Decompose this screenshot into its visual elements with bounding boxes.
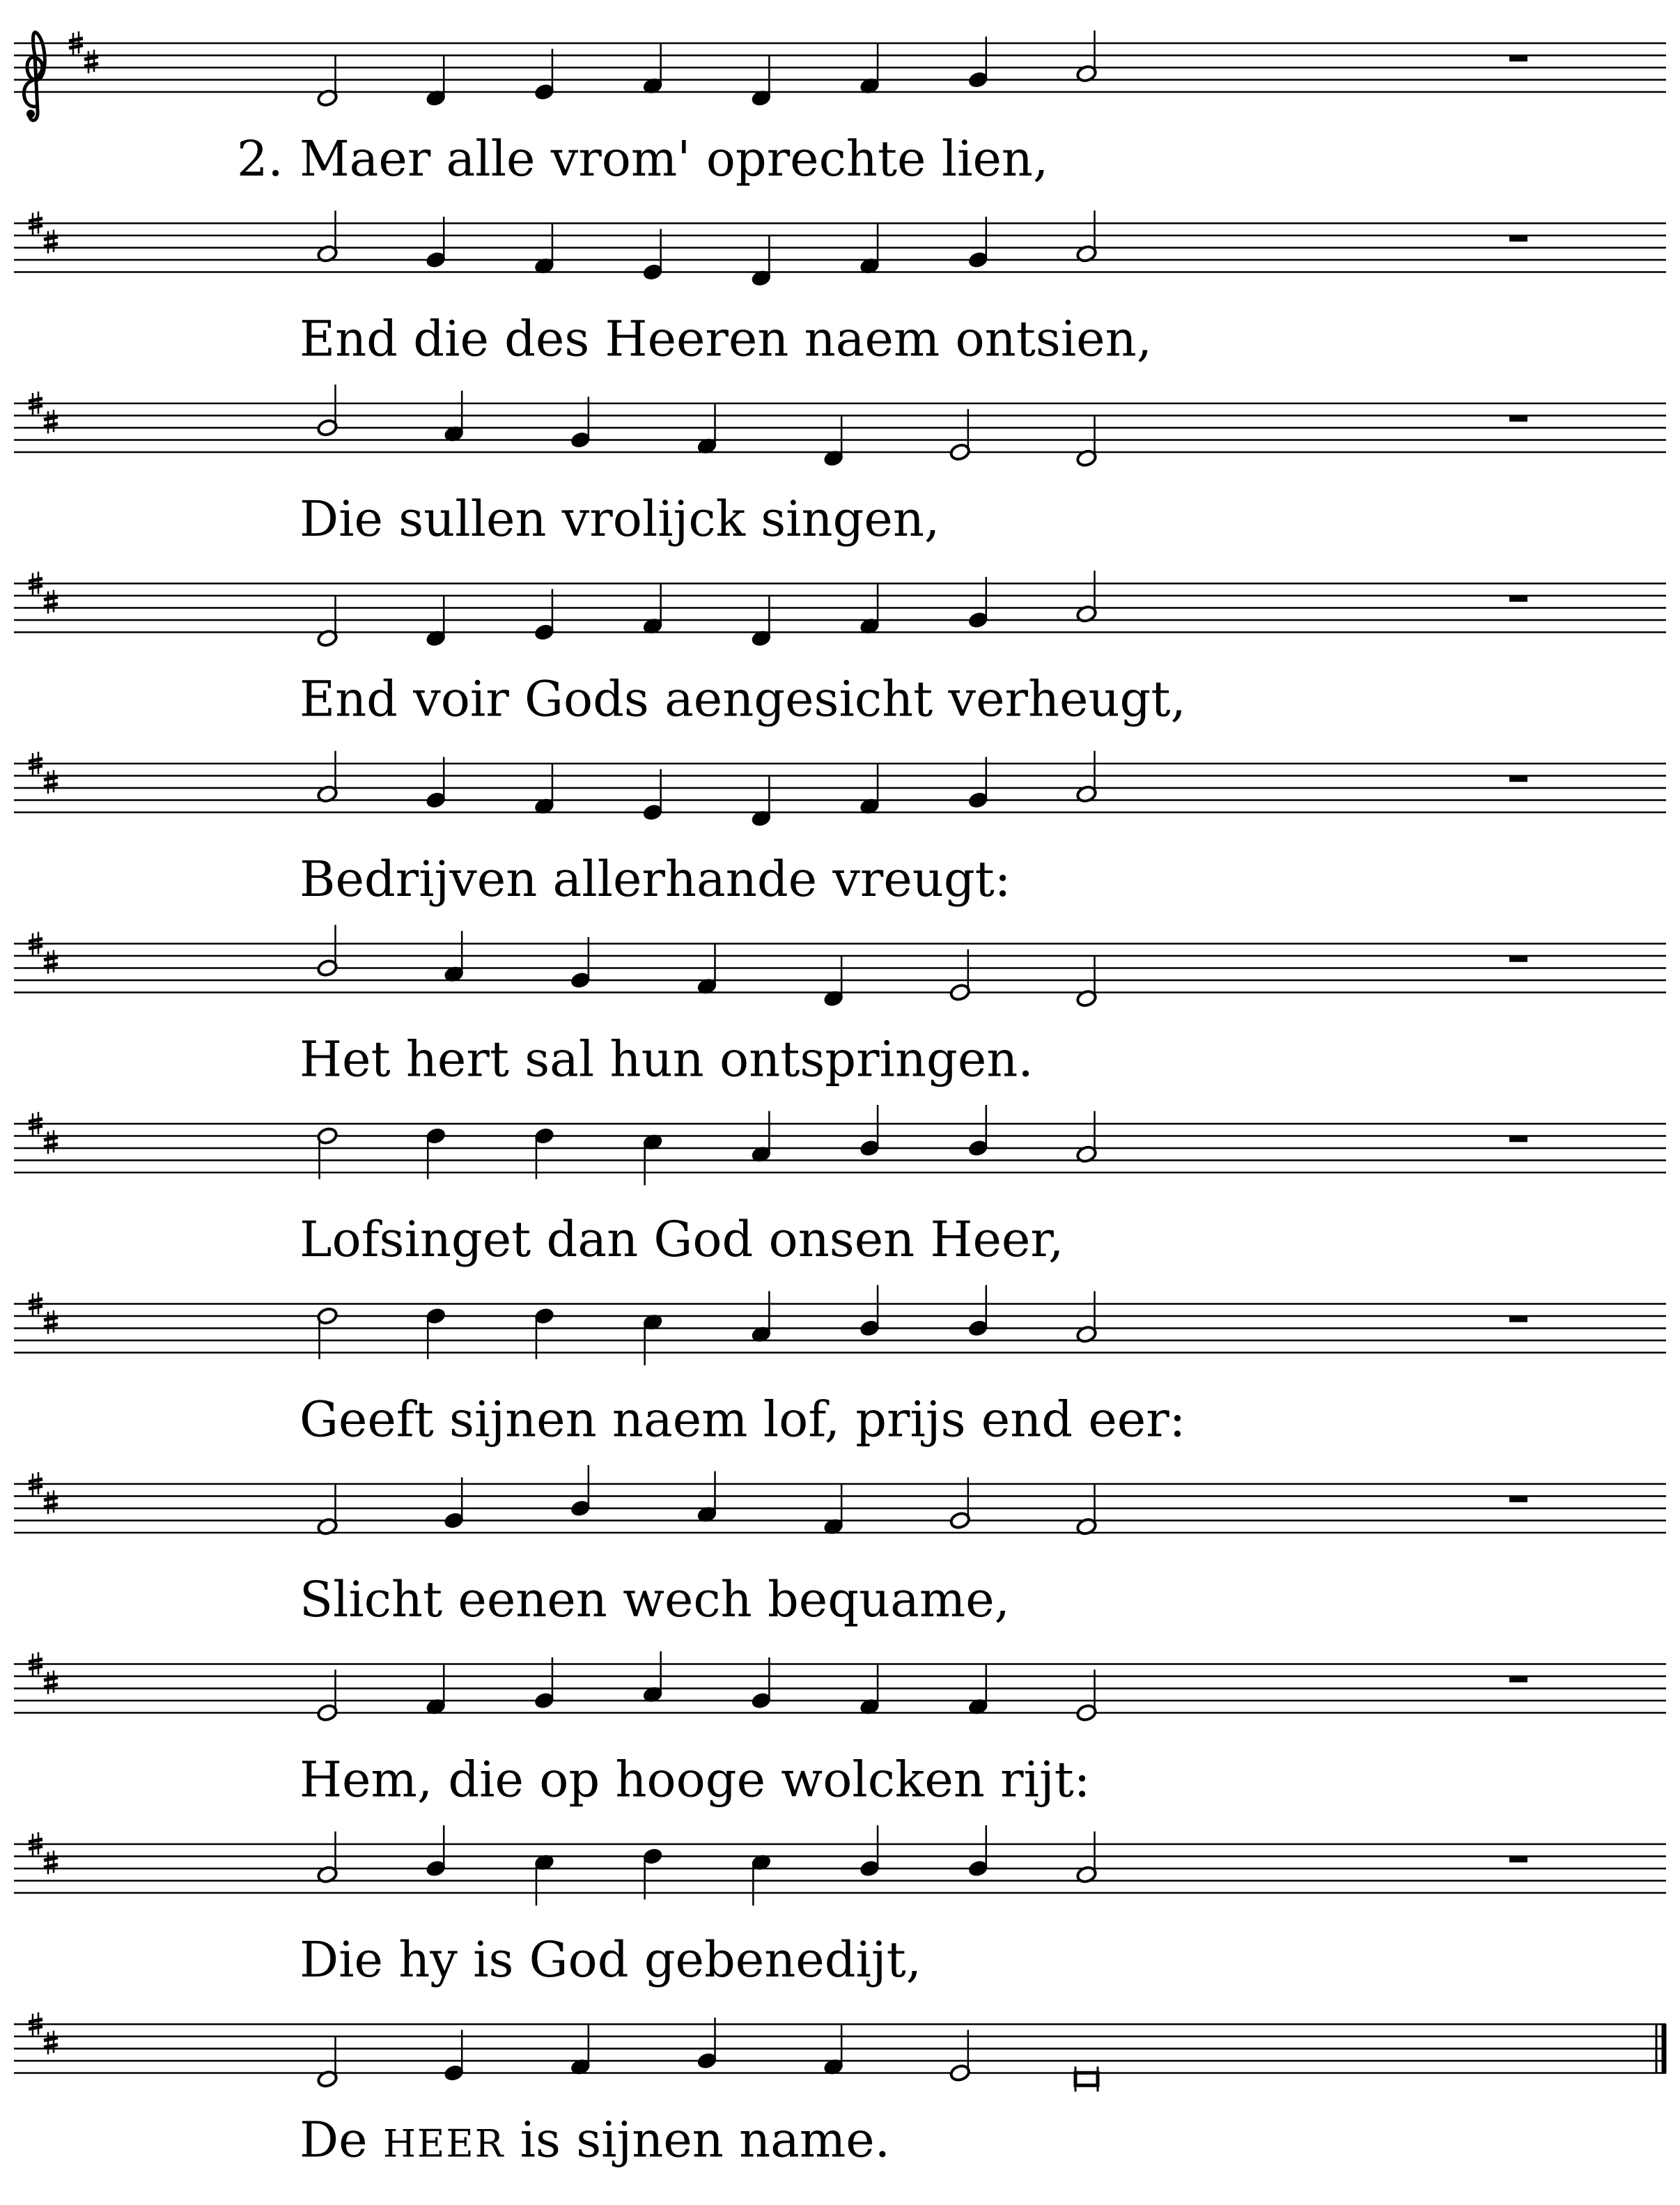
note [1076,1111,1098,1163]
lyric-line: Bedrijven allerhande vreugt: [300,851,1011,908]
note [443,931,465,983]
lyric-line: Die sullen vrolijck singen, [300,490,940,548]
note [425,1664,446,1716]
note [967,1285,989,1338]
sharp-icon [44,410,58,433]
note [697,2018,718,2070]
note [642,1313,664,1365]
system [14,210,1666,367]
half-rest-icon [1509,1316,1527,1322]
lyric-line: Die hy is God gebenedijt, [300,1931,922,1988]
note [967,1825,989,1878]
note [750,1657,772,1710]
note [1076,1483,1098,1535]
note [642,1847,664,1899]
note [534,1127,555,1179]
sharp-icon [44,1130,58,1154]
note [823,415,844,467]
note [317,2036,339,2088]
note [570,397,591,449]
system [14,571,1666,727]
note [534,1307,555,1359]
note [967,37,989,89]
note [967,577,989,629]
half-rest-icon [1509,776,1527,782]
staff [14,1124,1666,1173]
note [750,775,772,828]
note [443,2030,465,2082]
note [949,409,971,461]
note [859,763,880,815]
note [317,1670,339,1722]
staff [14,403,1666,452]
staff [14,1844,1666,1893]
lyric-line: End die des Heeren naem ontsien, [300,310,1152,368]
staff [14,1664,1666,1713]
lyric-line: End voir Gods aengesicht verheugt, [300,670,1186,728]
note [697,403,718,455]
note [317,385,339,437]
staff [14,43,1666,92]
half-rest-icon [1509,56,1527,62]
note [642,1651,664,1703]
lyric-line: Maer alle vrom' oprechte lien, [300,130,1049,187]
note [949,950,971,1002]
note [859,1285,880,1338]
note [534,223,555,275]
note [949,2030,971,2082]
sharp-icon [44,770,58,794]
note [317,1307,339,1359]
lyric-line: Geeft sijnen naem lof, prijs end eer: [300,1391,1186,1448]
note [1075,2066,1098,2091]
sharp-icon [44,590,58,614]
lyric-part: De [300,2111,383,2169]
half-rest-icon [1509,235,1527,242]
note [697,943,718,996]
system [14,1285,1666,1448]
sharp-icon [44,1671,58,1694]
sharp-icon [44,1850,58,1874]
note [859,583,880,635]
sharp-icon [84,49,98,73]
system [14,751,1666,908]
verse-number: 2. [237,130,283,187]
system [14,1465,1666,1628]
half-rest-icon [1509,1857,1527,1863]
lyric-line [300,2112,890,2169]
lyric-part: is sijnen name. [504,2111,890,2169]
note [967,757,989,810]
staff [14,584,1666,633]
lyric-line: Lofsinget dan God onsen Heer, [300,1211,1064,1268]
note [859,1825,880,1878]
note [317,751,339,803]
note [570,937,591,989]
note [1076,210,1098,263]
staff [14,224,1666,272]
note [1076,1670,1098,1722]
note [317,595,339,647]
note [859,223,880,275]
note [425,757,446,810]
note [750,55,772,107]
sharp-icon [44,1490,58,1514]
note [317,1832,339,1884]
note [750,1853,772,1905]
half-rest-icon [1509,1676,1527,1682]
note [317,1127,339,1179]
half-rest-icon [1509,416,1527,422]
note [317,55,339,107]
system [14,1825,1666,1988]
system [14,925,1666,1088]
note [967,1105,989,1157]
note [859,42,880,95]
note [1076,751,1098,803]
half-rest-icon [1509,596,1527,602]
staff [14,764,1666,812]
note [697,1471,718,1524]
note [534,763,555,815]
half-rest-icon [1509,956,1527,962]
sharp-icon [44,950,58,974]
lyric-line: Hem, die op hooge wolcken rijt: [300,1751,1091,1809]
note [534,49,555,101]
note [425,1825,446,1878]
note [642,1133,664,1185]
sharp-icon [44,1310,58,1334]
note [642,583,664,635]
note [570,2024,591,2076]
note [534,1657,555,1710]
note [823,1483,844,1535]
note [642,42,664,95]
note [823,2024,844,2076]
note [967,1664,989,1716]
note [1076,955,1098,1007]
note [859,1664,880,1716]
note [317,210,339,263]
note [642,229,664,281]
note [1076,415,1098,467]
note [750,595,772,647]
staff [14,1304,1666,1353]
note [823,955,844,1007]
note [317,1483,339,1535]
note [534,1853,555,1905]
note [443,391,465,443]
note [859,1105,880,1157]
note [317,925,339,977]
note [967,217,989,269]
note [750,235,772,287]
note [1076,571,1098,623]
half-rest-icon [1509,1496,1527,1503]
note [750,1111,772,1163]
note [443,1478,465,1530]
note [642,769,664,821]
lyric-line: Het hert sal hun ontspringen. [300,1030,1034,1088]
system [14,31,1666,187]
staff [14,944,1666,993]
note [949,1478,971,1530]
note [570,1465,591,1517]
note [425,595,446,647]
note [1076,1291,1098,1343]
note [425,217,446,269]
lyric-line: Slicht eenen wech bequame, [300,1571,1010,1628]
note [750,1291,772,1343]
note [1076,31,1098,83]
system [14,1105,1666,1268]
system [14,385,1666,548]
half-rest-icon [1509,1136,1527,1143]
treble-clef-icon [24,32,45,120]
note [1076,1832,1098,1884]
system [14,1651,1666,1808]
note [425,1307,446,1359]
note [425,1127,446,1179]
sharp-icon [44,2031,58,2055]
note [425,55,446,107]
lyric-smallcaps: HEER [382,2121,505,2166]
system [14,2013,1666,2169]
sharp-icon [44,230,58,254]
note [534,589,555,642]
